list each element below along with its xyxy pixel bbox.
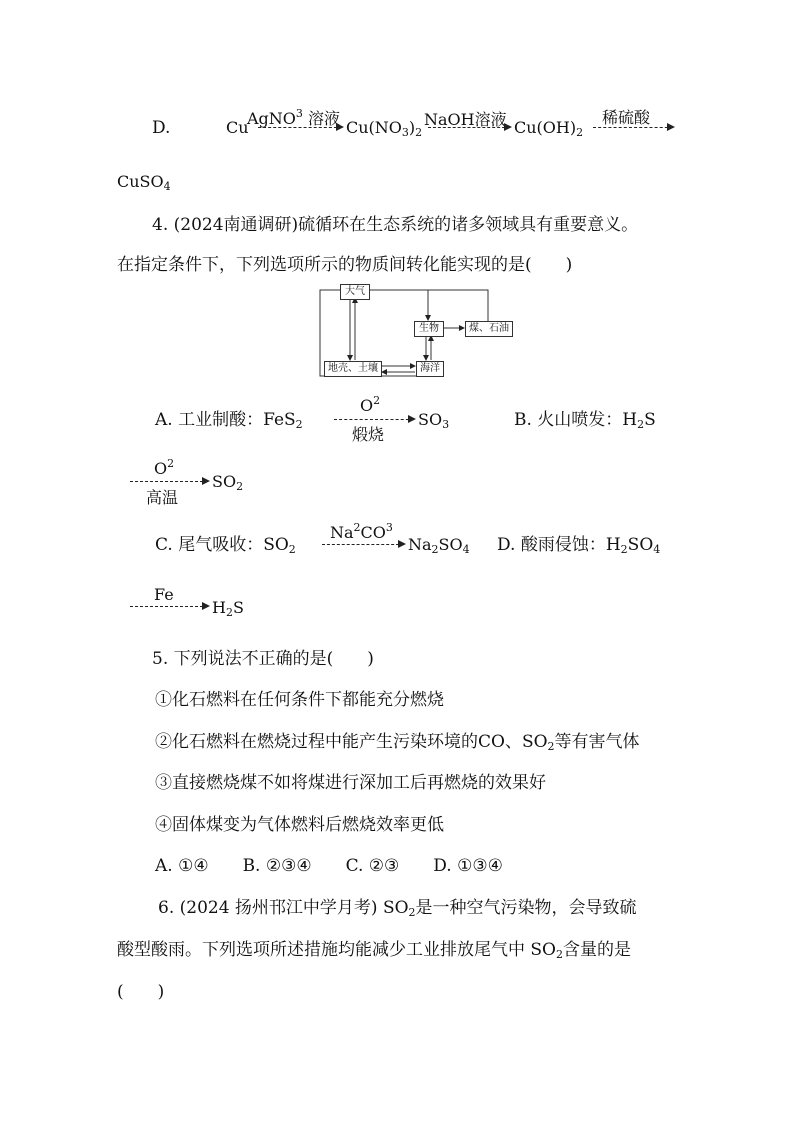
- q3d-reactant: Cu: [226, 118, 249, 137]
- q4-d-arrow: [130, 606, 208, 607]
- diagram-node-bio: 生物: [414, 321, 444, 337]
- q4-b-condition-bottom: 高温: [146, 488, 179, 507]
- q5-statement-3: ③直接燃烧煤不如将煤进行深加工后再燃烧的效果好: [155, 773, 546, 793]
- q4-a-product: $SO_3$: [418, 410, 450, 431]
- q4-option-b: B. 火山喷发：$H_2S$: [514, 410, 656, 431]
- q4-a-arrow: [334, 419, 414, 420]
- q4-b-product: $SO_2$: [212, 472, 244, 493]
- q5-statement-2: ②化石燃料在燃烧过程中能产生污染环境的CO、$SO_2$等有害气体: [155, 732, 640, 753]
- q4-c-arrow: [322, 544, 404, 545]
- q4-c-condition: $Na^2CO^3$: [330, 521, 393, 542]
- q4-option-d: D. 酸雨侵蚀：$H_2SO_4$: [497, 535, 661, 556]
- q3d-product-2: $Cu(OH)_2$: [514, 118, 584, 139]
- q3d-condition-1: AgNO$^3$ 溶液: [247, 107, 341, 128]
- q5-stem: 5. 下列说法不正确的是( ): [152, 649, 374, 669]
- sulfur-cycle-diagram: [318, 284, 514, 384]
- diagram-node-ocean: 海洋: [416, 361, 444, 377]
- q4-b-arrow: [130, 481, 208, 482]
- q4-stem-line-1: 4. (2024南通调研)硫循环在生态系统的诸多领域具有重要意义。: [152, 215, 639, 235]
- q4-option-c: C. 尾气吸收：$SO_2$: [155, 535, 296, 556]
- q3d-product-3: CuSO$_4$: [117, 172, 171, 193]
- q4-d-condition: Fe: [154, 585, 174, 604]
- q4-stem-line-2: 在指定条件下，下列选项所示的物质间转化能实现的是( ): [117, 255, 573, 275]
- q4-d-product: $H_2S$: [212, 598, 244, 619]
- diagram-node-air: 大气: [340, 284, 370, 300]
- q3d-product-1: $Cu(NO_3)_2$: [346, 118, 423, 139]
- q6-stem-line-1: 6. (2024 扬州邗江中学月考) $SO_2$是一种空气污染物，会导致硫: [158, 898, 637, 919]
- q3d-arrow-1: [258, 127, 342, 128]
- q6-stem-line-2: 酸型酸雨。下列选项所述措施均能减少工业排放尾气中 $SO_2$含量的是: [117, 940, 631, 961]
- q3d-arrow-2: [428, 127, 510, 128]
- q5-options: A. ①④ B. ②③④ C. ②③ D. ①③④: [155, 856, 503, 876]
- diagram-node-crust-soil: 地壳、土壤: [324, 361, 382, 377]
- q6-answer-blank: ( ): [117, 982, 165, 1002]
- q4-b-condition-top: $O^2$: [154, 457, 175, 478]
- q3-option-d-label: D.: [152, 118, 171, 138]
- q3d-arrow-3: [593, 127, 673, 128]
- diagram-node-coal-oil: 煤、石油: [465, 321, 513, 337]
- q5-statement-1: ①化石燃料在任何条件下都能充分燃烧: [155, 690, 444, 710]
- q3d-condition-3: 稀硫酸: [602, 108, 651, 127]
- q4-a-condition-top: $O^2$: [360, 394, 381, 415]
- q4-a-condition-bottom: 煅烧: [352, 425, 385, 444]
- q4-c-product: $Na_2SO_4$: [408, 535, 470, 556]
- q5-statement-4: ④固体煤变为气体燃料后燃烧效率更低: [155, 815, 444, 835]
- q3d-condition-2: NaOH溶液: [424, 110, 507, 129]
- q4-option-a: A. 工业制酸：FeS$_2$: [155, 410, 303, 431]
